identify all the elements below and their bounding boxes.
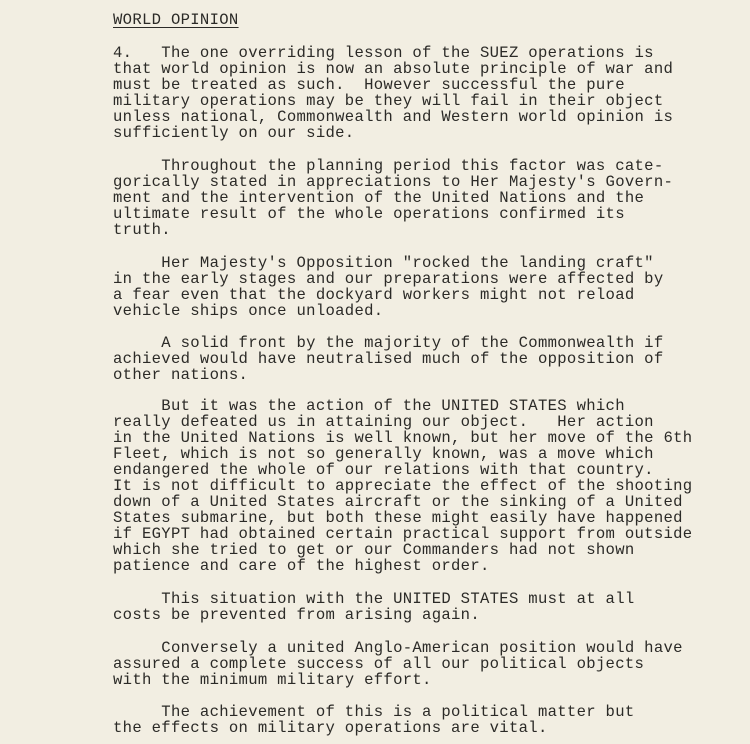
paragraph-line: in the early stages and our preparations were affected by	[113, 270, 664, 288]
paragraph-line: the effects on military operations are vital.	[113, 719, 548, 737]
paragraph-line: really defeated us in attaining our object. Her action	[113, 413, 654, 431]
paragraph-line: Throughout the planning period this factor was cate-	[113, 157, 664, 175]
paragraph-anglo-american-position	[113, 640, 738, 688]
paragraph-planning-period	[113, 158, 738, 238]
paragraph-line: in the United Nations is well known, but her move of the 6th	[113, 429, 693, 447]
paragraph-line: patience and care of the highest order.	[113, 557, 490, 575]
paragraph-line: This situation with the UNITED STATES must at all	[113, 590, 635, 608]
paragraph-line: military operations may be they will fail in their object	[113, 92, 664, 110]
paragraph-line: It is not difficult to appreciate the effect of the shooting	[113, 477, 693, 495]
paragraph-line: Fleet, which is not so generally known, was a move which	[113, 445, 654, 463]
paragraph-prevent-situation	[113, 591, 738, 623]
paragraph-line: endangered the whole of our relations with that country.	[113, 461, 654, 479]
paragraph-line: achieved would have neutralised much of the opposition of	[113, 350, 664, 368]
paragraph-line: gorically stated in appreciations to Her Majesty's Govern-	[113, 173, 674, 191]
paragraph-united-states-action	[113, 398, 738, 574]
paragraph-4-world-opinion-principle	[113, 45, 738, 141]
paragraph-commonwealth-front	[113, 335, 738, 383]
paragraph-line: with the minimum military effort.	[113, 671, 432, 689]
paragraph-line: truth.	[113, 221, 171, 239]
paragraph-line: other nations.	[113, 366, 249, 384]
paragraph-line: The achievement of this is a political matter but	[113, 703, 635, 721]
section-heading: WORLD OPINION	[113, 11, 239, 29]
paragraph-line: costs be prevented from arising again.	[113, 606, 480, 624]
paragraph-line: must be treated as such. However successful the pure	[113, 76, 625, 94]
paragraph-line: Conversely a united Anglo-American position would have	[113, 639, 683, 657]
paragraph-line: which she tried to get or our Commanders had not shown	[113, 541, 635, 559]
paragraph-line: unless national, Commonwealth and Western world opinion is	[113, 108, 674, 126]
paragraph-line: a fear even that the dockyard workers might not reload	[113, 286, 635, 304]
paragraph-line: But it was the action of the UNITED STATES which	[113, 397, 625, 415]
paragraph-political-matter	[113, 704, 738, 736]
paragraph-line: down of a United States aircraft or the sinking of a United	[113, 493, 683, 511]
paragraph-line: sufficiently on our side.	[113, 124, 355, 142]
paragraph-line: States submarine, but both these might easily have happened	[113, 509, 683, 527]
paragraph-line: ment and the intervention of the United Nations and the	[113, 189, 645, 207]
paragraph-line: 4. The one overriding lesson of the SUEZ operations is	[113, 44, 654, 62]
paragraph-opposition	[113, 255, 738, 319]
paragraph-line: that world opinion is now an absolute principle of war and	[113, 60, 674, 78]
paragraph-line: if EGYPT had obtained certain practical support from outside	[113, 525, 693, 543]
paragraph-line: Her Majesty's Opposition "rocked the landing craft"	[113, 254, 654, 272]
paragraph-line: ultimate result of the whole operations confirmed its	[113, 205, 625, 223]
paragraph-line: A solid front by the majority of the Commonwealth if	[113, 334, 664, 352]
paragraph-line: assured a complete success of all our political objects	[113, 655, 645, 673]
paragraph-line: vehicle ships once unloaded.	[113, 302, 384, 320]
